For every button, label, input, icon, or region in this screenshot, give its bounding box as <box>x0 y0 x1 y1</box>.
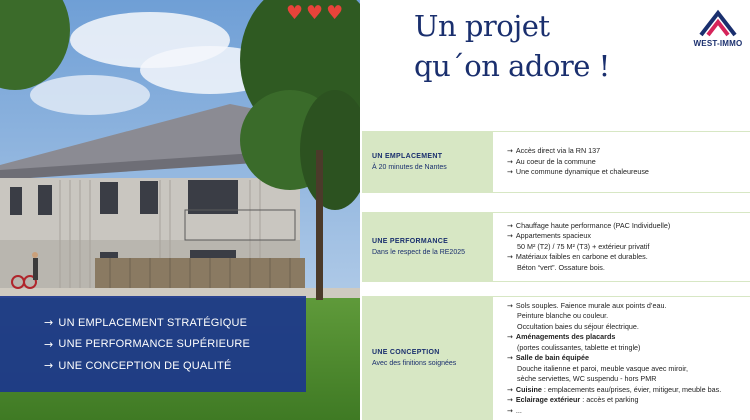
arrow-right-icon: → <box>507 253 513 262</box>
heart-icon: ♥ <box>326 2 344 24</box>
row-title: UN EMPLACEMENT <box>372 153 443 160</box>
arrow-right-icon: → <box>507 301 513 310</box>
feature-item <box>44 312 306 334</box>
detail-line: → ... <box>507 405 522 415</box>
detail-line: Douche italienne et paroi, meuble vasque avec miroir, <box>517 363 688 373</box>
detail-line: Occultation baies du séjour électrique. <box>517 321 639 331</box>
feature-item <box>44 355 306 377</box>
row-details-emplacement <box>493 131 750 193</box>
feature-label: UNE CONCEPTION DE QUALITÉ <box>58 359 232 372</box>
row-title: UNE CONCEPTION <box>372 349 440 356</box>
detail-line: → Accès direct via la RN 137 <box>507 146 601 156</box>
heart-icon: ♥ <box>306 2 324 24</box>
brand-name: WEST-IMMO <box>693 39 743 48</box>
detail-line: → Matériaux faibles en carbone et durables. <box>507 252 648 262</box>
row-label-conception <box>362 296 493 420</box>
page-headline <box>414 6 654 86</box>
detail-line: → Salle de bain équipée <box>507 353 589 363</box>
row-details-conception <box>493 296 750 420</box>
detail-line: → Cuisine : emplacements eau/prises, évier, mitigeur, meuble bas. <box>507 384 722 394</box>
headline-line-1: Un projet <box>414 9 550 43</box>
row-subtitle: Dans le respect de la RE2025 <box>372 249 465 256</box>
arrow-right-icon: → <box>507 333 513 342</box>
feature-item <box>44 334 306 356</box>
arrow-right-icon: → <box>44 316 54 330</box>
detail-line: → Sols souples. Faience murale aux points d’eau. <box>507 300 667 310</box>
detail-line: → Eclairage extérieur : accès et parking <box>507 395 639 405</box>
feature-label: UN EMPLACEMENT STRATÉGIQUE <box>58 316 248 329</box>
arrow-right-icon: → <box>44 337 54 351</box>
arrow-right-icon: → <box>507 157 513 166</box>
rating-hearts <box>286 4 343 23</box>
detail-line: Peinture blanche ou couleur. <box>517 311 609 321</box>
house-roof-logo-icon <box>698 8 738 38</box>
arrow-right-icon: → <box>44 359 54 373</box>
arrow-right-icon: → <box>507 354 513 363</box>
detail-line: sèche serviettes, WC suspendu - hors PMR <box>517 374 657 384</box>
row-subtitle: À 20 minutes de Nantes <box>372 164 447 171</box>
arrow-right-icon: → <box>507 406 513 415</box>
arrow-right-icon: → <box>507 396 513 405</box>
arrow-right-icon: → <box>507 232 513 241</box>
arrow-right-icon: → <box>507 385 513 394</box>
row-label-performance <box>362 212 493 282</box>
detail-line: → Appartements spacieux <box>507 231 591 241</box>
row-label-emplacement <box>362 131 493 193</box>
detail-line: 50 M² (T2) / 75 M² (T3) + extérieur privatif <box>517 241 650 251</box>
row-title: UNE PERFORMANCE <box>372 238 449 245</box>
detail-line: (portes coulissantes, tablette et tringle) <box>517 342 641 352</box>
row-details-performance <box>493 212 750 282</box>
arrow-right-icon: → <box>507 147 513 156</box>
detail-line: Béton “vert”. Ossature bois. <box>517 262 605 272</box>
detail-line: → Aménagements des placards <box>507 332 616 342</box>
arrow-right-icon: → <box>507 221 513 230</box>
detail-line: → Une commune dynamique et chaleureuse <box>507 167 649 177</box>
detail-line: → Au coeur de la commune <box>507 156 596 166</box>
building-rendering-image <box>0 0 360 420</box>
row-subtitle: Avec des finitions soignées <box>372 360 457 367</box>
headline-line-2: qu´on adore ! <box>414 49 610 83</box>
feature-highlights-box <box>0 296 306 392</box>
brand-logo[interactable] <box>690 8 746 48</box>
feature-label: UNE PERFORMANCE SUPÉRIEURE <box>58 338 251 351</box>
heart-icon: ♥ <box>286 2 304 24</box>
arrow-right-icon: → <box>507 168 513 177</box>
detail-line: → Chauffage haute performance (PAC Individuelle) <box>507 220 671 230</box>
